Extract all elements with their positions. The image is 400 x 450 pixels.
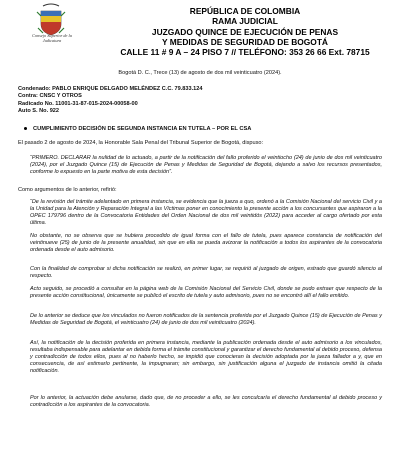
quote-paragraph: No obstante, no se observa que se hubiera procedido de igual forma con el fallo de tutela, pues aparece constancia de notificación del veintinueve (25) de junio de la presente anualidad, sin que en ella se pueda avizorar la notificación a todos los aspirantes de la convocatoria ordenada desde el auto admisorio. [30,233,382,253]
section-heading-text: CUMPLIMIENTO DECISIÓN DE SEGUNDA INSTANCIA EN TUTELA – POR EL CSA [33,126,252,132]
resolution-quote: “PRIMERO. DECLARAR la nulidad de lo actuado, a partir de la notificación del fallo proferido el veintiocho (24) de junio de dos mil veinticuatro (2024), por el Juzgado Quince (15) de Ejecución de Penas y Medidas de Seguridad de Bogotá, dejando a salvo los recursos presentados, conforme lo expuesto en la parte motiva de esta decisión”. [30,155,382,175]
quote-paragraph: Con la finalidad de comprobar si dicha notificación se realizó, en primer lugar, se requirió al juzgado de origen, estrado que guardó silencio al respecto. [30,266,382,279]
letterhead-country: REPÚBLICA DE COLOMBIA [189,6,301,16]
quote-paragraph: De lo anterior se deduce que los vinculados no fueron notificados de la sentencia proferida por el Juzgado Quince (15) de Ejecución de Penas y Medidas de Seguridad de Bogotá, el veinticuatro (24) de junio de dos mil veinticuatro (2024). [30,313,382,326]
letterhead-court: JUZGADO QUINCE DE EJECUCIÓN DE PENAS [151,26,339,37]
quote-paragraph: Así, la notificación de la decisión proferida en primera instancia, mediante la publicación ordenada desde el auto admisorio a los vinculados, resultaba indispensable para adelantar en debida forma el trámite constitucional y garantizar el derecho fundamental al debido proceso, defensa y contradicción de todos ellos, pues al no haberlo hecho, se impidió que conocieran la decisión adoptada por la jueza fallador a y, que en consecuencia, de así estimarlo pertinente, la impugnaran; sin embargo, sin justificación alguna el juzgado de instancia omitió la citada notificación. [30,340,382,374]
letterhead-branch: RAMA JUDICIAL [212,16,278,27]
against-line: Contra: CNSC Y OTROS [18,93,82,100]
seal-caption: Consejo Superior de la Judicatura [32,33,72,43]
bullet-icon [24,127,27,130]
quote-paragraph: “De la revisión del trámite adelantado en primera instancia, se evidencia que la jueza a quo, ordenó a la Comisión Nacional del servicio Civil y a la Unidad para la Atención y Reparación Integral a las Víctimas poner en conocimiento la presente acción a los concursantes que aspiraron a la OPEC 179796 dentro de la Convocatoria Entidades del Orden Nacional de dos mil veintidós (2022) para acceder al cargo ofertado por esta última. [30,199,382,226]
coat-of-arms-icon [33,2,69,52]
order-number: Auto S. No. 922 [18,107,60,114]
quote-paragraph: Por lo anterior, la actuación debe anularse, dado que, de no proceder a ello, se les conculcaría el derecho fundamental al debido proceso y contradicción a los aspirantes de la convocatoria. [30,395,382,408]
case-metadata [18,86,388,115]
quote-paragraph: Acto seguido, se procedió a consultar en la página web de la Comisión Nacional del Servicio Civil, donde se pudo extraer que respecto de la presente acción constitucional, únicamente se publicó el escrito de tutela y auto admisorio, pues no se encontró allí el fallo emitido. [30,286,382,299]
letterhead [95,6,395,57]
date-line: Bogotá D. C., Trece (13) de agosto de dos mil veinticuatro (2024). [118,70,282,76]
condemned-line: Condenado: PABLO ENRIQUE DELGADO MELÉNDEZ C.C. 79.833.124 [18,86,203,92]
intro-paragraph: El pasado 2 de agosto de 2024, la Honorable Sala Penal del Tribunal Superior de Bogotá, dispuso: [18,140,264,146]
docket-number: Radicado No. 11001-31-87-015-2024-00058-00 [18,100,138,107]
section-heading [24,126,394,133]
letterhead-address: CALLE 11 # 9 A – 24 PISO 7 // TELÉFONO: 353 26 66 Ext. 78715 [120,47,370,58]
reasoning-intro: Como argumentos de lo anterior, refirió: [18,187,117,193]
letterhead-court-city: Y MEDIDAS DE SEGURIDAD DE BOGOTÁ [162,36,328,47]
